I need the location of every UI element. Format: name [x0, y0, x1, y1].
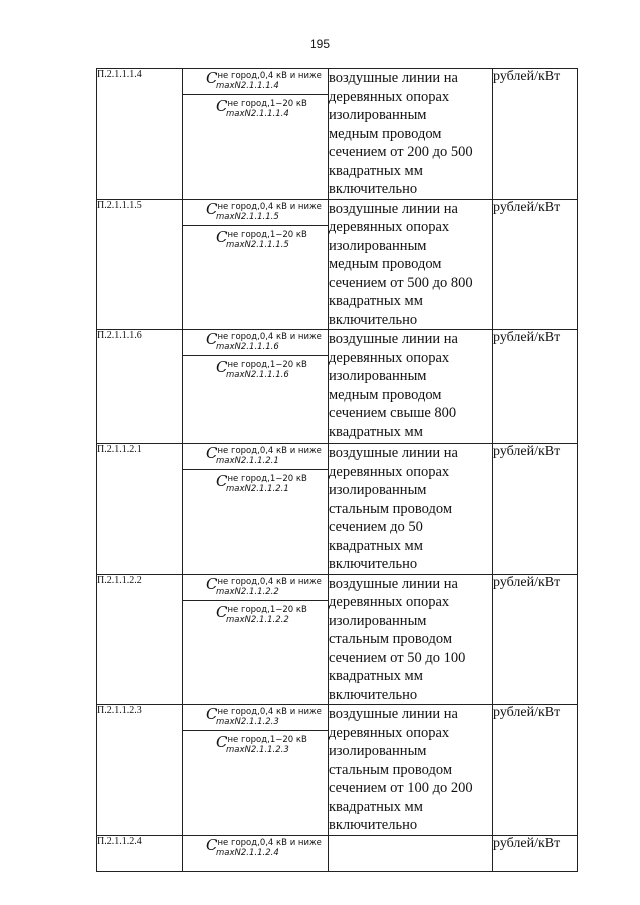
description-line: сечением от 500 до 800 — [329, 274, 473, 291]
formula-low-voltage — [183, 69, 328, 94]
formula-superscript: не город,1−20 кВ — [227, 474, 307, 484]
tariff-symbol: C — [206, 199, 218, 218]
description-line: воздушные линии на — [329, 70, 458, 86]
table-row — [97, 69, 578, 200]
description-line: деревянных опорах — [329, 724, 450, 741]
unit-cell: рублей/кВт — [493, 574, 578, 705]
formula-subscript: maxN2.1.1.2.1 — [216, 456, 279, 466]
description-line: сечением свыше 800 — [329, 405, 457, 421]
formula-superscript: не город,0,4 кВ и ниже — [217, 707, 322, 717]
formula-subscript: maxN2.1.1.1.6 — [216, 342, 279, 352]
tariff-symbol: C — [216, 358, 228, 376]
formula-cell — [183, 835, 329, 871]
tariff-symbol: C — [206, 69, 218, 87]
formula-superscript: не город,1−20 кВ — [227, 99, 307, 109]
description-line: сечением от 200 до 500 — [329, 144, 473, 160]
description-line: стальным проводом — [329, 631, 453, 647]
description-line: включительно — [329, 311, 418, 328]
description-line: квадратных мм — [329, 668, 423, 684]
description-line: медным проводом — [329, 256, 442, 272]
description-line: квадратных мм — [329, 537, 423, 554]
tariff-symbol: C — [216, 472, 228, 490]
tariff-symbol: C — [206, 444, 218, 462]
description-line: деревянных опорах — [329, 88, 450, 105]
formula-subscript: maxN2.1.1.1.5 — [226, 239, 289, 250]
table-row — [97, 574, 578, 705]
row-code: П.2.1.1.1.4 — [97, 69, 183, 200]
description-line: квадратных мм — [329, 798, 423, 815]
formula-mid-voltage — [183, 601, 328, 628]
description-line: медным проводом — [329, 125, 442, 142]
description-line: воздушные линии на — [329, 575, 458, 592]
description-line: деревянных опорах — [329, 219, 450, 235]
formula-low-voltage — [183, 836, 328, 861]
unit-cell: рублей/кВт — [493, 199, 578, 330]
formula-low-voltage — [183, 330, 328, 355]
description-line: медным проводом — [329, 386, 442, 403]
tariff-symbol: C — [206, 705, 218, 723]
unit-cell: рублей/кВт — [493, 444, 578, 575]
description-line: квадратных мм — [329, 293, 423, 309]
unit-cell: рублей/кВт — [493, 705, 578, 836]
description-cell — [329, 574, 493, 705]
table-row — [97, 835, 578, 871]
description-line: изолированным — [329, 612, 427, 629]
formula-superscript: не город,1−20 кВ — [227, 360, 307, 370]
formula-superscript: не город,0,4 кВ и ниже — [217, 71, 322, 81]
description-line: изолированным — [329, 743, 427, 759]
description-cell — [329, 705, 493, 836]
description-line: включительно — [329, 556, 418, 572]
row-code: П.2.1.1.2.4 — [97, 835, 183, 871]
formula-cell — [183, 444, 329, 575]
table-row — [97, 705, 578, 836]
table-row — [97, 199, 578, 330]
formula-superscript: не город,0,4 кВ и ниже — [217, 576, 322, 587]
unit-cell: рублей/кВт — [493, 835, 578, 871]
row-code: П.2.1.1.2.2 — [97, 574, 183, 705]
tariff-symbol: C — [206, 574, 218, 593]
formula-cell — [183, 330, 329, 444]
description-line: квадратных мм — [329, 423, 423, 440]
tariff-symbol: C — [206, 330, 218, 348]
description-line: воздушные линии на — [329, 706, 458, 722]
tariff-symbol: C — [216, 602, 228, 621]
page-number: 195 — [309, 37, 331, 51]
description-line: сечением до 50 — [329, 519, 423, 535]
description-line: изолированным — [329, 482, 427, 498]
tariff-symbol: C — [216, 227, 228, 246]
description-line: сечением от 100 до 200 — [329, 780, 473, 796]
tariff-symbol: C — [216, 733, 228, 751]
formula-cell — [183, 199, 329, 330]
description-line: стальным проводом — [329, 500, 453, 517]
description-line: воздушные линии на — [329, 331, 458, 347]
formula-cell — [183, 69, 329, 200]
formula-subscript: maxN2.1.1.2.2 — [216, 586, 279, 597]
row-code: П.2.1.1.2.3 — [97, 705, 183, 836]
tariff-symbol: C — [216, 97, 228, 115]
formula-cell — [183, 574, 329, 705]
formula-subscript: maxN2.1.1.2.3 — [226, 745, 289, 755]
description-line: изолированным — [329, 107, 427, 123]
description-line: стальным проводом — [329, 761, 453, 778]
description-line: сечением от 50 до 100 — [329, 649, 466, 666]
table-row — [97, 330, 578, 444]
formula-mid-voltage — [183, 95, 328, 122]
description-line: включительно — [329, 181, 418, 197]
formula-subscript: maxN2.1.1.1.6 — [226, 370, 289, 380]
formula-low-voltage — [183, 444, 328, 469]
table-row — [97, 444, 578, 575]
row-code: П.2.1.1.2.1 — [97, 444, 183, 575]
formula-mid-voltage — [183, 226, 328, 253]
description-line: воздушные линии на — [329, 200, 458, 217]
formula-subscript: maxN2.1.1.1.4 — [226, 109, 289, 119]
row-code: П.2.1.1.1.6 — [97, 330, 183, 444]
description-line: включительно — [329, 686, 418, 703]
formula-superscript: не город,0,4 кВ и ниже — [217, 446, 322, 456]
formula-mid-voltage — [183, 731, 328, 758]
formula-superscript: не город,0,4 кВ и ниже — [217, 332, 322, 342]
formula-mid-voltage — [183, 470, 328, 497]
formula-subscript: maxN2.1.1.1.4 — [216, 81, 279, 91]
description-line: изолированным — [329, 237, 427, 254]
formula-mid-voltage — [183, 356, 328, 383]
formula-cell — [183, 705, 329, 836]
formula-superscript: не город,1−20 кВ — [227, 735, 307, 745]
formula-superscript: не город,1−20 кВ — [227, 229, 307, 240]
formula-subscript: maxN2.1.1.2.1 — [226, 484, 289, 494]
unit-cell: рублей/кВт — [493, 330, 578, 444]
description-cell — [329, 444, 493, 575]
formula-low-voltage — [183, 575, 328, 600]
formula-superscript: не город,1−20 кВ — [227, 604, 307, 615]
tariff-table — [96, 68, 578, 872]
row-code: П.2.1.1.1.5 — [97, 199, 183, 330]
description-line: деревянных опорах — [329, 463, 450, 480]
tariff-symbol: C — [206, 835, 218, 854]
description-line: изолированным — [329, 368, 427, 384]
formula-subscript: maxN2.1.1.2.4 — [216, 847, 279, 858]
formula-subscript: maxN2.1.1.1.5 — [216, 211, 279, 222]
formula-superscript: не город,0,4 кВ и ниже — [217, 201, 322, 212]
description-line: воздушные линии на — [329, 445, 458, 461]
description-line: деревянных опорах — [329, 594, 450, 610]
formula-low-voltage — [183, 200, 328, 225]
description-cell — [329, 330, 493, 444]
formula-subscript: maxN2.1.1.2.3 — [216, 717, 279, 727]
description-line: квадратных мм — [329, 162, 423, 179]
formula-superscript: не город,0,4 кВ и ниже — [217, 837, 322, 848]
description-line: деревянных опорах — [329, 349, 450, 366]
unit-cell: рублей/кВт — [493, 69, 578, 200]
formula-low-voltage — [183, 705, 328, 730]
description-cell — [329, 835, 493, 871]
description-cell — [329, 199, 493, 330]
formula-subscript: maxN2.1.1.2.2 — [226, 614, 289, 625]
description-line: включительно — [329, 817, 418, 833]
description-cell — [329, 69, 493, 200]
